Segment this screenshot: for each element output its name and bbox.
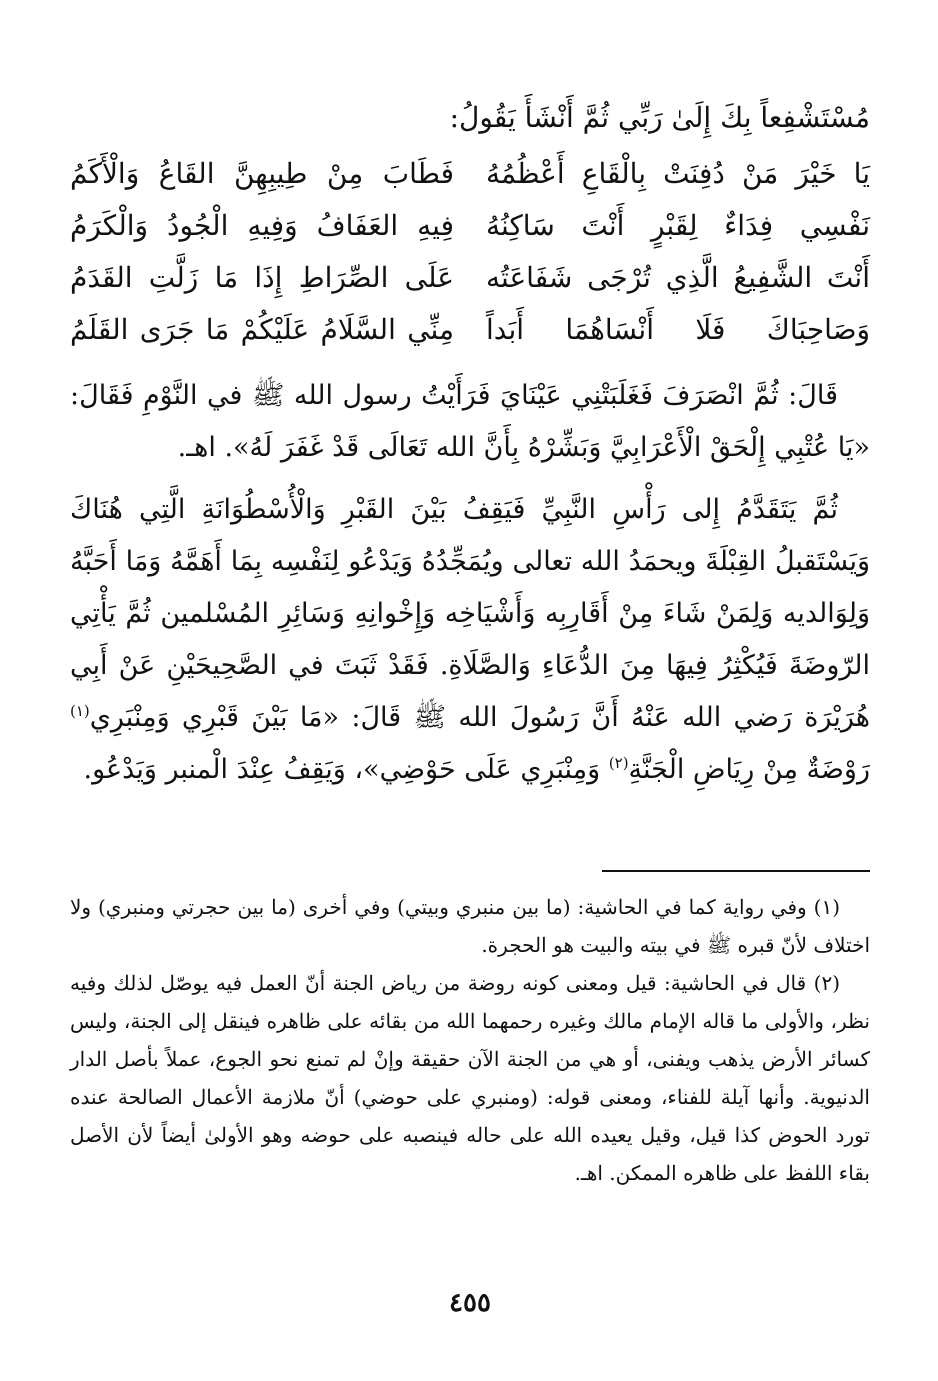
verse-second-hemistich: فِيهِ العَفَافُ وَفِيهِ الْجُودُ وَالْكَرَمُ: [70, 209, 454, 242]
poem-verse: [70, 252, 870, 304]
verse-second-hemistich: مِنِّي السَّلَامُ عَلَيْكُمْ مَا جَرَى القَلَمُ: [70, 313, 454, 346]
verse-first-hemistich: يَا خَيْرَ مَنْ دُفِنَتْ بِالْقَاعِ أَعْظُمُهُ: [486, 157, 870, 190]
poem-verse: [70, 304, 870, 356]
page-number: ٤٥٥: [449, 1288, 491, 1318]
footnote-ref-2: (٢): [608, 754, 629, 772]
poem-verse: [70, 148, 870, 200]
paragraph-dream: قَالَ: ثُمَّ انْصَرَفَ فَغَلَبَتْنِي عَيْنَايَ فَرَأَيْتُ رسول الله ﷺ في النَّوْمِ فَقَالَ: «يَا عُتْبِي إِلْحَقْ الْأَعْرَابِيَّ وَبَشِّرْهُ بِأَنَّ الله تَعَالَى قَدْ غَفَرَ لَهُ». اهـ.: [70, 380, 870, 463]
intro-line: مُسْتَشْفِعاً بِكَ إِلَىٰ رَبِّي ثُمَّ أَنْشَأَ يَقُولُ:: [449, 101, 870, 134]
paragraph-text: وَمِنْبَرِي عَلَى حَوْضِي»، وَيَقِفُ عِنْدَ الْمنبر وَيَدْعُو.: [83, 754, 609, 785]
footnote-2: (٢) قال في الحاشية: قيل ومعنى كونه روضة من رياض الجنة أنّ العمل فيه يوصّل لذلك وفيه نظر، والأولى ما قاله الإمام مالك وغيره رحمهما الله من بقائه على ظاهره فينقل إلى الجنة، وليس كسائر الأرض يذهب ويفنى، أو هي من الجنة الآن حقيقة وإنْ لم تمنع نحو الجوع، عملاً بأصل الدار الدنيوية. وأنها آيلة للفناء، ومعنى قوله: (ومنبري على حوضي) أنّ ملازمة الأعمال الصالحة عنده تورد الحوض كذا قيل، وقيل يعيده الله على حاله فينصبه على حوضه وهو الأولىٰ أيضاً لأن الأصل بقاء اللفظ على ظاهره الممكن. اهـ.: [70, 971, 870, 1185]
footnotes: [70, 888, 870, 1192]
paragraph-text: رَوْضَةٌ مِنْ رِيَاضِ الْجَنَّةِ: [628, 754, 870, 785]
footnote-divider: [602, 870, 870, 872]
verse-first-hemistich: وَصَاحِبَاكَ فَلَا أَنْسَاهُمَا أَبَداً: [486, 313, 870, 346]
footnote-ref-1: (١): [70, 702, 90, 720]
book-page: [70, 80, 870, 1360]
poem-verse: [70, 200, 870, 252]
poem: [70, 148, 870, 356]
paragraph-text: ثُمَّ يَتَقَدَّمُ إِلى رَأْسِ النَّبِيِّ فَيَقِفُ بَيْنَ القَبْرِ وَالْأُسْطُوَانَةِ الَّتِي هُنَاكَ وَيَسْتَقبلُ القِبْلَةَ ويحمَدُ الله تعالى ويُمَجِّدُهُ وَيَدْعُو لِنَفْسِه بِمَا أَهَمَّهُ وَمَا أَحَبَّهُ وَلِوَالديه وَلِمَنْ شَاءَ مِنْ أَقَارِبِه وَأَشْيَاخِه وَإِخْوانِهِ وَسَائِرِ المُسْلمين ثُمَّ يَأْتِي الرّوضَةَ فَيُكْثِرُ فِيهَا مِنَ الدُّعَاءِ وَالصَّلَاةِ. فَقَدْ ثَبَتَ في الصَّحِيحَيْنِ عَنْ أَبِي هُرَيْرَة رَضي الله عَنْهُ أَنَّ رَسُولَ الله ﷺ قَالَ: «مَا بَيْنَ قَبْرِي وَمِنْبَرِي: [70, 494, 870, 733]
paragraph-visit: [70, 484, 870, 796]
verse-first-hemistich: نَفْسِي فِدَاءٌ لِقَبْرٍ أَنْتَ سَاكِنُهُ: [486, 209, 870, 242]
verse-second-hemistich: فَطَابَ مِنْ طِيبِهِنَّ القَاعُ وَالْأَكَمُ: [70, 157, 454, 190]
verse-second-hemistich: عَلَى الصِّرَاطِ إِذَا مَا زَلَّتِ القَدَمُ: [70, 261, 454, 294]
footnote-1: (١) وفي رواية كما في الحاشية: (ما بين منبري وبيتي) وفي أخرى (ما بين حجرتي ومنبري) ولا اختلاف لأنّ قبره ﷺ في بيته والبيت هو الحجرة.: [70, 895, 870, 957]
verse-first-hemistich: أَنْتَ الشَّفِيعُ الَّذِي تُرْجَى شَفَاعَتُه: [486, 261, 870, 294]
